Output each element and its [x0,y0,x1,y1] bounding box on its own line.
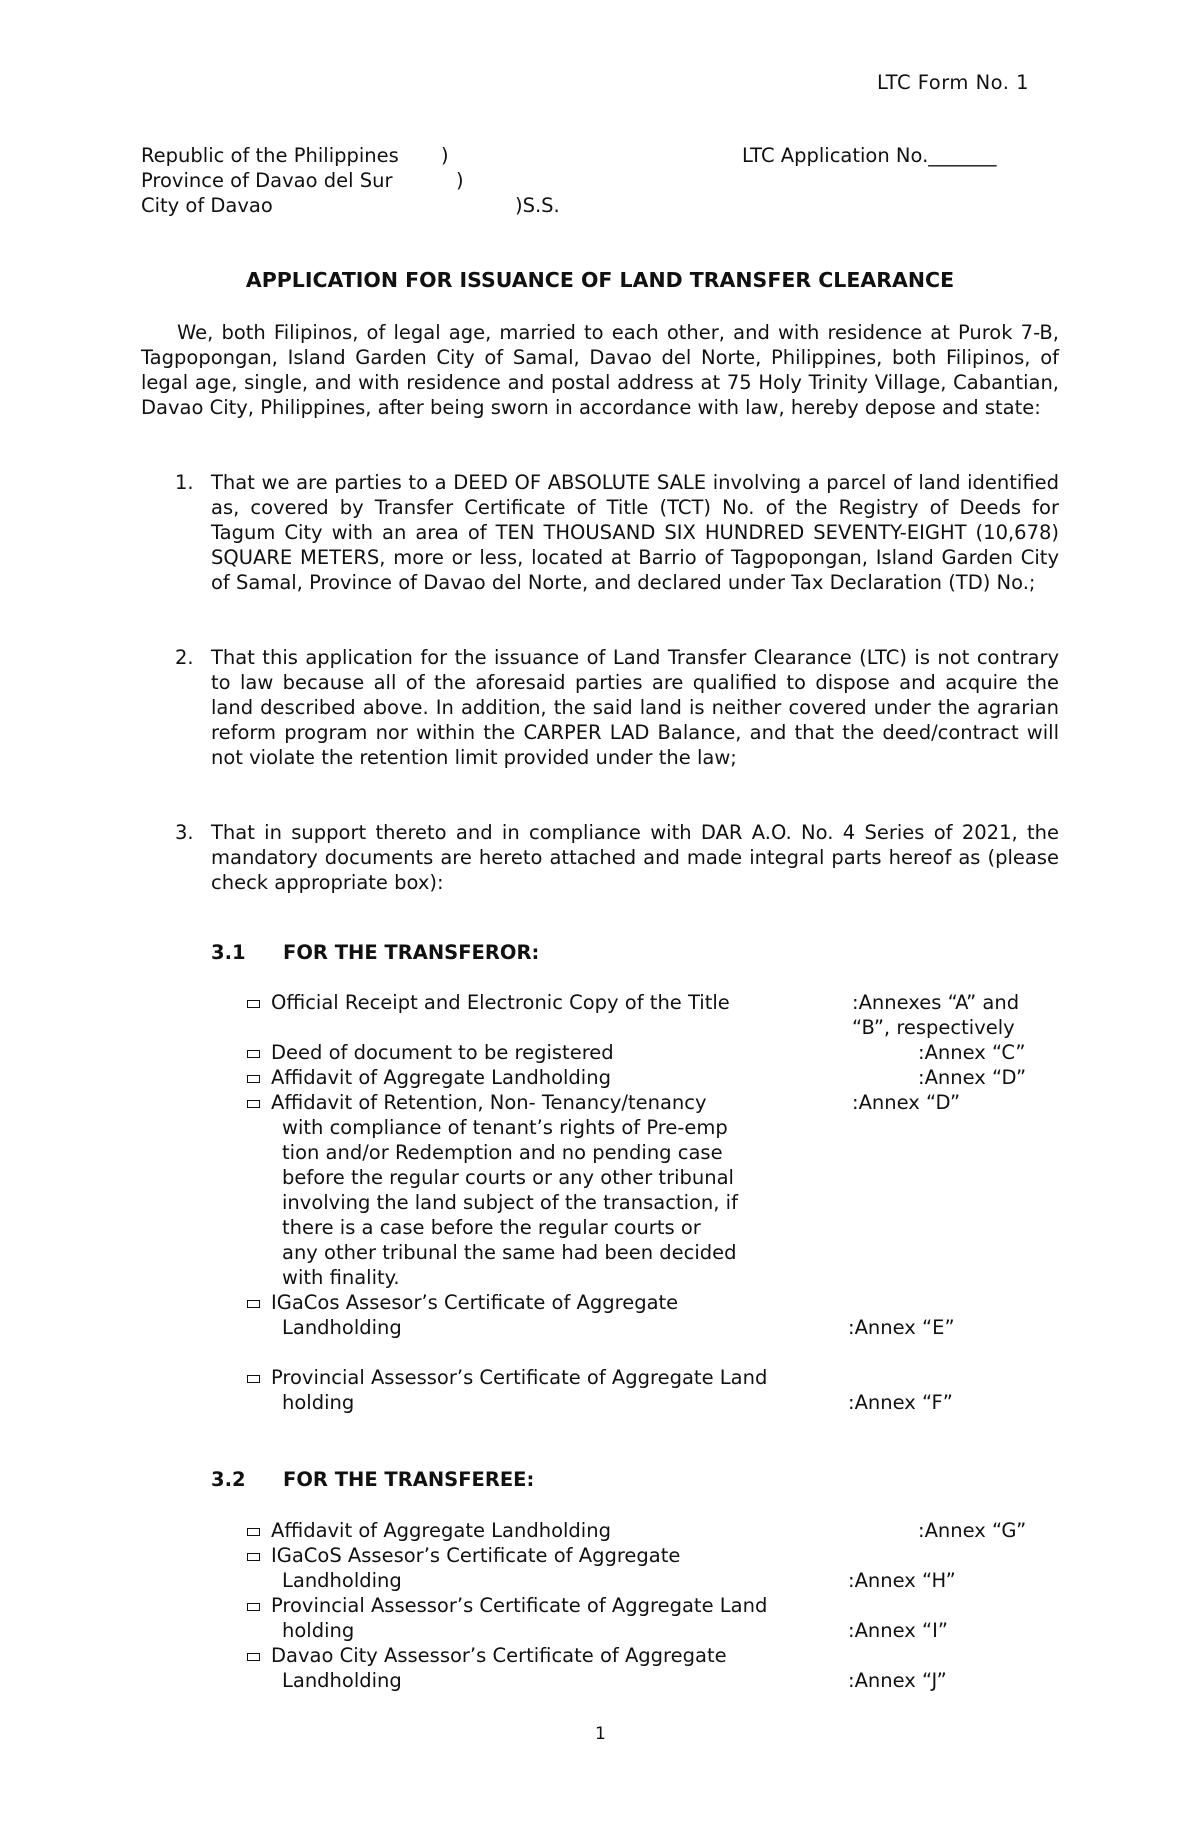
item-2 [141,645,1059,770]
doc-label-continued: there is a case before the regular courts or [282,1216,701,1239]
doc-label-continued: with finality. [282,1266,400,1289]
doc-label: Deed of document to be registered [271,1041,614,1064]
annex-label: “B”, respectively [852,1016,1015,1039]
item-3 [141,820,1059,895]
numbered-item [141,645,1059,770]
item-text: That this application for the issuance of Land Transfer Clearance (LTC) is not contrary to law because all of the aforesaid parties are qualified to dispose and acquire the land described above. In addition, the said land is neither covered under the agrarian reform program nor within the CARPER LAD Balance, and that the deed/contract will not violate the retention limit provided under the law; [211,646,1059,769]
checklist-item[interactable] [247,1290,1059,1315]
venue-republic: Republic of the Philippines [141,144,399,167]
doc-label-continued: with compliance of tenant’s rights of Pre-emp [282,1116,728,1139]
checkbox-icon[interactable] [247,1528,260,1536]
application-number: LTC Application No._______ [742,144,997,167]
doc-label: Provincial Assessor’s Certificate of Aggregate Land [271,1594,768,1617]
section-number: 3.2 [211,1468,246,1491]
doc-label-continued: holding [282,1619,355,1642]
checklist-item[interactable] [247,1365,1059,1390]
transferee-heading [211,1467,534,1492]
document-title: APPLICATION FOR ISSUANCE OF LAND TRANSFER CLEARANCE [245,268,955,292]
checkbox-icon[interactable] [247,1603,260,1611]
annex-label: :Annex “F” [848,1391,953,1414]
item-number: 2. [175,646,194,669]
venue-city: City of Davao [141,194,273,217]
venue-line [141,168,661,193]
doc-label: IGaCos Assesor’s Certificate of Aggregate [271,1291,679,1314]
numbered-item [141,820,1059,895]
item-text: That in support thereto and in compliance with DAR A.O. No. 4 Series of 2021, the mandatory documents are hereto attached and made integral parts hereof as (please check appropriate box): [211,821,1059,894]
doc-label: Affidavit of Aggregate Landholding [271,1519,611,1542]
venue-line [141,143,661,168]
annex-label: :Annex “H” [848,1569,956,1592]
checkbox-icon[interactable] [247,1553,260,1561]
doc-label-continued: tion and/or Redemption and no pending case [282,1141,723,1164]
venue-block [141,143,661,218]
doc-label: Official Receipt and Electronic Copy of the Title [271,991,730,1014]
doc-label: Davao City Assessor’s Certificate of Aggregate [271,1644,727,1667]
checkbox-icon[interactable] [247,1050,260,1058]
item-number: 1. [175,471,194,494]
doc-label-continued: Landholding [282,1316,402,1339]
section-title: FOR THE TRANSFEROR: [283,941,540,964]
transferor-heading [211,940,539,965]
checkbox-icon[interactable] [247,1300,260,1308]
annex-label: :Annexes “A” and [852,991,1020,1014]
venue-paren: ) [456,169,464,192]
section-number: 3.1 [211,941,246,964]
checkbox-icon[interactable] [247,1100,260,1108]
doc-label: Affidavit of Retention, Non- Tenancy/tenancy [271,1091,707,1114]
venue-ss: )S.S. [515,194,560,217]
page-number: 1 [595,1724,606,1744]
checklist-item[interactable] [247,1593,1059,1618]
doc-label-continued: Landholding [282,1669,402,1692]
item-1 [141,470,1059,595]
checkbox-icon[interactable] [247,1375,260,1383]
venue-province: Province of Davao del Sur [141,169,393,192]
doc-label: IGaCoS Assesor’s Certificate of Aggregate [271,1544,681,1567]
checklist-item[interactable] [247,1643,1059,1668]
doc-label: Affidavit of Aggregate Landholding [271,1066,611,1089]
annex-label: :Annex “D” [918,1066,1027,1089]
annex-label: :Annex “I” [848,1619,948,1642]
item-number: 3. [175,821,194,844]
doc-label-continued: involving the land subject of the transaction, if [282,1191,738,1214]
annex-label: :Annex “J” [848,1669,947,1692]
checkbox-icon[interactable] [247,1653,260,1661]
checkbox-icon[interactable] [247,1075,260,1083]
intro-paragraph: We, both Filipinos, of legal age, married to each other, and with residence at Purok 7-B, Tagpopongan, Island Garden City of Samal, Davao del Norte, Philippines, both Filipinos, of legal age, single, and with residence and postal address at 75 Holy Trinity Village, Cabantian, Davao City, Philippines, after being sworn in accordance with law, hereby depose and state: [141,321,1059,419]
annex-label: :Annex “G” [918,1519,1027,1542]
checklist-item[interactable] [247,1543,1059,1568]
annex-label: :Annex “D” [852,1091,961,1114]
numbered-item [141,470,1059,595]
venue-paren: ) [441,144,449,167]
section-title: FOR THE TRANSFEREE: [283,1468,535,1491]
doc-label-continued: holding [282,1391,355,1414]
annex-label: :Annex “C” [918,1041,1026,1064]
item-text: That we are parties to a DEED OF ABSOLUTE SALE involving a parcel of land identified as, covered by Transfer Certificate of Title (TCT) No. of the Registry of Deeds for Tagum City with an area of TEN THOUSAND SIX HUNDRED SEVENTY-EIGHT (10,678) SQUARE METERS, more or less, located at Barrio of Tagpopongan, Island Garden City of Samal, Province of Davao del Norte, and declared under Tax Declaration (TD) No.; [211,471,1059,594]
checkbox-icon[interactable] [247,1000,260,1008]
form-number: LTC Form No. 1 [877,71,1030,94]
doc-label: Provincial Assessor’s Certificate of Aggregate Land [271,1366,768,1389]
venue-line [141,193,661,218]
doc-label-continued: Landholding [282,1569,402,1592]
annex-label: :Annex “E” [848,1316,955,1339]
doc-label-continued: before the regular courts or any other tribunal [282,1166,734,1189]
doc-label-continued: any other tribunal the same had been decided [282,1241,737,1264]
